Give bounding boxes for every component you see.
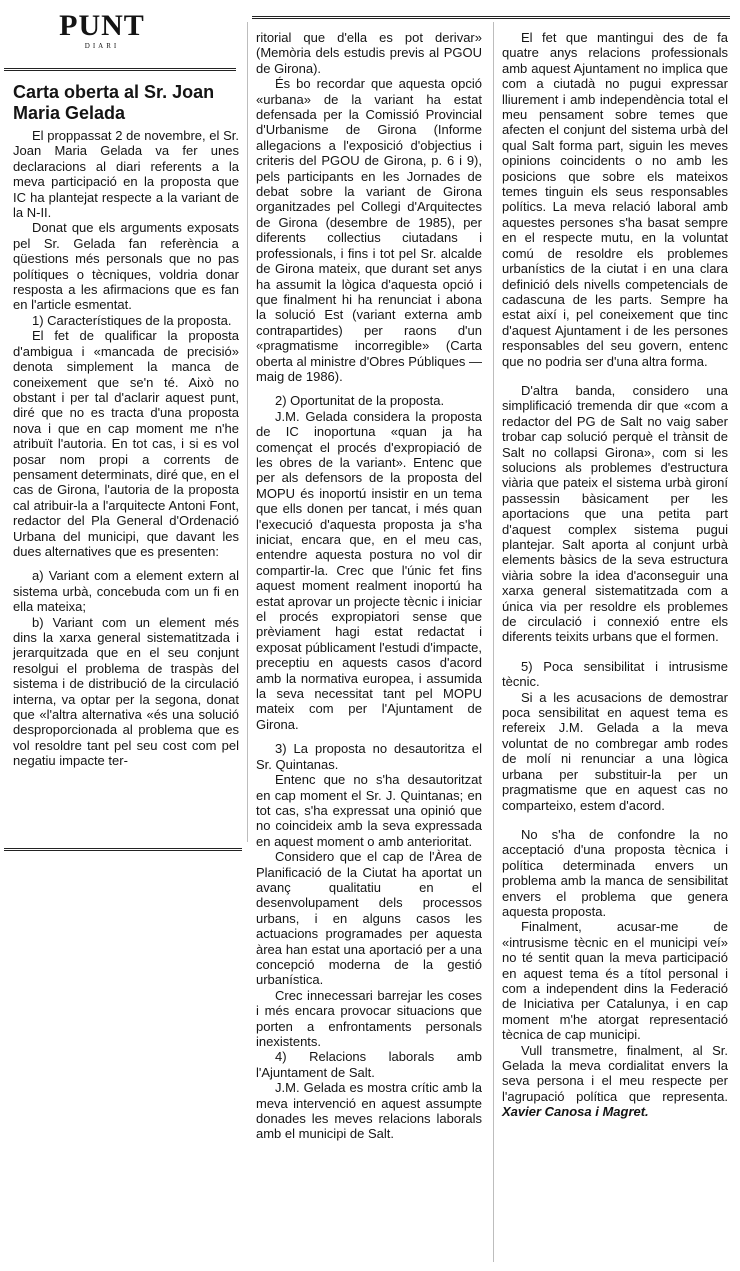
paragraph: Donat que els arguments exposats pel Sr. Gelada fan referència a qüestions més personals que no pas polítiques o tècniques, voldria donar resposta a les afirmacions que es fan en l'article esmentat.	[13, 220, 239, 313]
paragraph: El proppassat 2 de novembre, el Sr. Joan Maria Gelada va fer unes declaracions al diari referents a la meva participació en la proposta que IC ha plantejat respecte a la variant de la N-II.	[13, 128, 239, 221]
paragraph: Si a les acusacions de demostrar poca sensibilitat en aquest tema es refereix J.M. Gelada a la meva voluntat de no combregar amb rodes de molí ni renunciar a una lògica urbana per substituir-la per un pragmatisme que en aquest cas no comparteixo, estem d'acord.	[502, 689, 728, 813]
paragraph: a) Variant com a element extern al sistema urbà, concebuda com un fi en ella mateixa;	[13, 568, 239, 615]
top-rule	[252, 16, 730, 19]
column-end-rule	[4, 848, 242, 851]
masthead	[54, 9, 150, 50]
paragraph: El fet de qualificar la proposta d'ambigua i «mancada de precisió» denota simplement la manca de coneixement que se'n té. Això no obstant i per tal d'aclarir aquest punt, diré que no es tracta d'una proposta nova i que en cap moment me n'he atribuït l'autoria. En tot cas, i si es vol posar nom propi a corrents de pensament determinats, diré que, en el cas de Girona, l'autoria de la proposta cal atribuir-la a l'arquitecte Antoni Font, redactor del Pla General d'Ordenació Urbana del municipi, que davant les dues alternatives que es presenten:	[13, 328, 239, 559]
article-column-3	[502, 30, 728, 1120]
paragraph: És bo recordar que aquesta opció «urbana» de la variant ha estat defensada per la Comissió Provincial d'Urbanisme de Girona (Informe allegacions a l'exposició d'objectius i criteris del PGOU de Girona, p. 6 i 9), pels participants en les Jornades de debat sobre la variant de Girona organitzades pel Collegi d'Arquitectes de Girona (desembre de 1985), per diferents collectius ciutadans i professionals, i fins i tot pel Sr. alcalde de Girona mateix, que durant set anys ha assumit la lògica d'aquesta opció i que finalment hi ha renunciat i abona la solució Est (variant externa amb contrapartides) per raons d'un «pragmatisme incorregible» (Carta oberta al ministre d'Obres Públiques —maig de 1986).	[256, 76, 482, 384]
column-divider	[493, 22, 494, 1262]
paragraph: ritorial que d'ella es pot derivar» (Memòria dels estudis previs al PGOU de Girona).	[256, 30, 482, 76]
author-signature: Xavier Canosa i Magret.	[502, 1104, 649, 1120]
section-heading: 2) Oportunitat de la proposta.	[275, 393, 445, 409]
closing-text: Vull transmetre, finalment, al Sr. Gelada la meva cordialitat envers la seva persona i el meu respecte per l'agrupació política que representa.	[502, 1042, 728, 1104]
paragraph: Finalment, acusar-me de «intrusisme tècnic en el municipi veí» no té sentit quan la meva participació en aquest tema és a títol personal i com a independent dins la Federació de Iniciativa per Catalunya, i en cap moment m'he atorgat representació tècnica de cap municipi.	[502, 919, 728, 1043]
column-divider	[247, 22, 248, 842]
article-column-2	[256, 30, 482, 1142]
section-heading: 5) Poca sensibilitat i intrusisme tècnic.	[502, 658, 728, 690]
article-headline: Carta oberta al Sr. Joan Maria Gelada	[13, 82, 215, 123]
section-heading: 1) Característiques de la proposta.	[32, 312, 232, 328]
paragraph	[502, 1043, 728, 1120]
paragraph: Entenc que no s'ha desautoritzat en cap moment el Sr. J. Quintanas; en tot cas, s'ha expressat una opinió que no coincideix amb la seva expressada en aquest moment o amb anterioritat.	[256, 772, 482, 849]
paragraph: D'altra banda, considero una simplificació tremenda dir que «com a redactor del PG de Salt no vaig saber trobar cap solució perquè el trànsit de Salt no collapsi Girona», com si les solucions als problemes d'estructura viària que pateix el sistema urbà gironí passessin bàsicament per les aportacions que una petita part d'aquest complex sistema pugui plantejar. Salt aporta al conjunt urbà elements bàsics de la seva estructura viària sobre la idea d'aconseguir una xarxa general sistematitzada com a única via per resoldre els problemes de circulació i connexió entre els diferents teixits urbans que el formen.	[502, 382, 728, 645]
paragraph: J.M. Gelada es mostra crític amb la meva intervenció en aquest assumpte donades les meves relacions laborals amb el municipi de Salt.	[256, 1080, 482, 1142]
paragraph: b) Variant com un element més dins la xarxa general sistematitzada i jerarquitzada que en el seu conjunt resolgui el problema de traspàs del sistema i de distribució de la circulació interna, va optar per la segona, donat que «l'altra alternativa «és una solució desproporcionada al problema que es vol resoldre tant pel seu cost com pel negatiu impacte ter-	[13, 614, 239, 769]
paragraph: El fet que mantingui des de fa quatre anys relacions professionals amb aquest Ajuntament no implica que com a ciutadà no pugui expressar lliurement i amb independència total el meu pensament sobre temes que afecten el conjunt del sistema urbà del qual Salt forma part, siguin les meves opinions coincidents o no amb les posicions que sobre els mateixos temes tinguin els seus responsables polítics. La meva relació laboral amb aquestes persones s'ha basat sempre en el respecte mutu, en la voluntat comú de resoldre els problemes urbanístics de la ciutat i en una clara definició dels nivells competencials de cadascuna de les parts. Sempre ha estat així i, pel coneixement que tinc d'aquest Ajuntament i de les persones responsables del seu govern, entenc que no podria ser d'una altra forma.	[502, 30, 728, 369]
paragraph: Crec innecessari barrejar les coses i més encara provocar situacions que porten a enfrontaments personals inexistents.	[256, 987, 482, 1049]
article-column-1	[13, 128, 239, 769]
paragraph: J.M. Gelada considera la proposta de IC inoportuna «quan ja ha començat el procés d'expropiació de les obres de la variant». Entenc que per als defensors de la proposta del MOPU és inoportú insistir en un tema que ells donen per tancat, i més quan l'execució d'aquesta proposta ja s'ha iniciat, encara que, en el meu cas, entendre aquesta postura no vol dir compartir-la. Crec que l'únic fet fins aquest moment realment inoportú ha estat aprovar un projecte tècnic i iniciar el procés expropiatori sense que prèviament hagi estat redactat i exposat públicament l'estudi d'impacte, preceptiu en aquests casos d'acord amb la normativa europea, i assumida la seva necessitat tant pel MOPU mateix com per l'Ajuntament de Girona.	[256, 408, 482, 732]
masthead-title: PUNT	[59, 9, 145, 42]
paragraph: No s'ha de confondre la no acceptació d'una proposta tècnica i política determinada envers un problema amb la manca de sensibilitat envers el problema que genera aquesta proposta.	[502, 826, 728, 919]
section-heading: 3) La proposta no desautoritza el Sr. Quintanas.	[256, 741, 482, 772]
paragraph: Considero que el cap de l'Àrea de Planificació de la Ciutat ha aportat un avanç qualitatiu en el desenvolupament dels processos urbans, i en alguns casos les actuacions programades per aquesta àrea han estat una aportació per a una concepció moderna de la gestió urbanística.	[256, 849, 482, 988]
section-heading: 4) Relacions laborals amb l'Ajuntament de Salt.	[256, 1049, 482, 1080]
masthead-rule	[4, 68, 236, 71]
masthead-subtitle: DIARI	[84, 42, 120, 50]
